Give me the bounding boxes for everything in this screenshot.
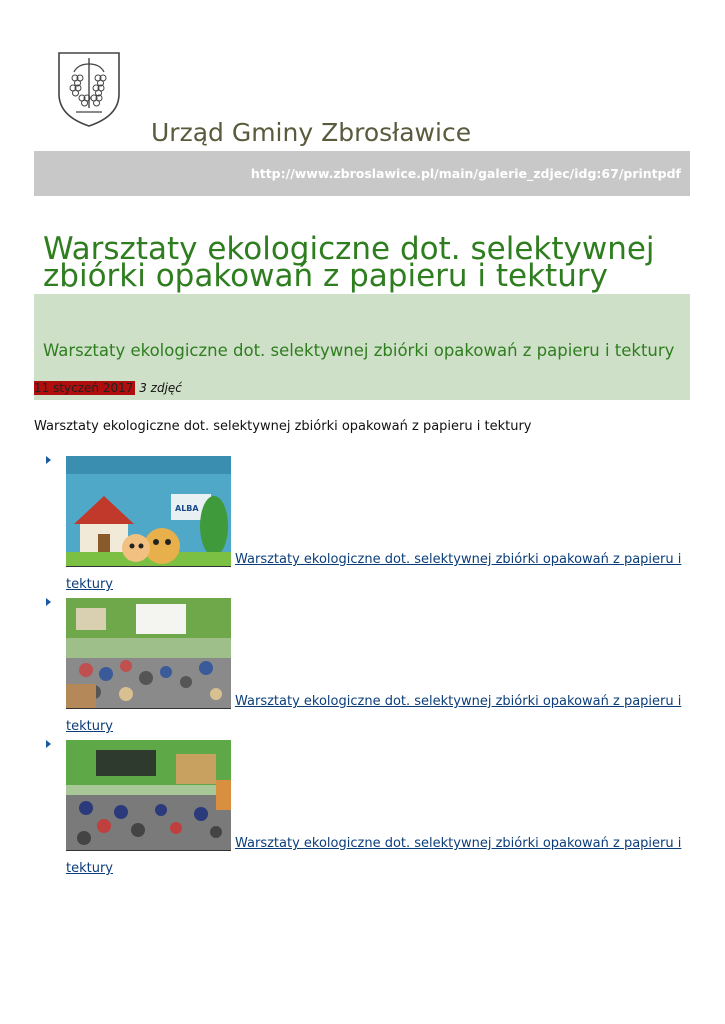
photo-caption-link-continued[interactable]: tektury: [66, 577, 113, 592]
office-name: Urząd Gminy Zbrosławice: [151, 118, 472, 147]
svg-text:ALBA: ALBA: [175, 504, 199, 513]
gallery-description: Warsztaty ekologiczne dot. selektywnej zbiórki opakowań z papieru i tektury: [34, 419, 532, 434]
page-title: Warsztaty ekologiczne dot. selektywnej zbiórki opakowań z papieru i tektury: [43, 231, 655, 294]
photo-thumbnail[interactable]: [66, 456, 231, 567]
gallery-date: 11 styczeń 2017: [34, 381, 134, 395]
gallery-subtitle: Warsztaty ekologiczne dot. selektywnej zbiórki opakowań z papieru i tektury: [43, 341, 675, 360]
photo-image: [66, 598, 231, 708]
photo-caption-link[interactable]: Warsztaty ekologiczne dot. selektywnej zbiórki opakowań z papieru i: [235, 552, 682, 567]
url-bar: [34, 151, 690, 196]
photo-image: [66, 740, 231, 850]
gallery-meta: [34, 381, 182, 395]
photo-count: 3 zdjęć: [139, 381, 182, 395]
coat-of-arms-icon: [56, 50, 122, 128]
photo-thumbnail[interactable]: [66, 598, 231, 709]
bullet-arrow-icon: [46, 598, 51, 606]
photo-image: [66, 456, 231, 566]
photo-caption-link-continued[interactable]: tektury: [66, 861, 113, 876]
bullet-arrow-icon: [46, 740, 51, 748]
photo-caption-link-continued[interactable]: tektury: [66, 719, 113, 734]
photo-caption-link[interactable]: Warsztaty ekologiczne dot. selektywnej zbiórki opakowań z papieru i: [235, 694, 682, 709]
bullet-arrow-icon: [46, 456, 51, 464]
photo-caption-link[interactable]: Warsztaty ekologiczne dot. selektywnej zbiórki opakowań z papieru i: [235, 836, 682, 851]
page-url: http://www.zbroslawice.pl/main/galerie_zdjec/idg:67/printpdf: [250, 166, 681, 181]
photo-thumbnail[interactable]: [66, 740, 231, 851]
